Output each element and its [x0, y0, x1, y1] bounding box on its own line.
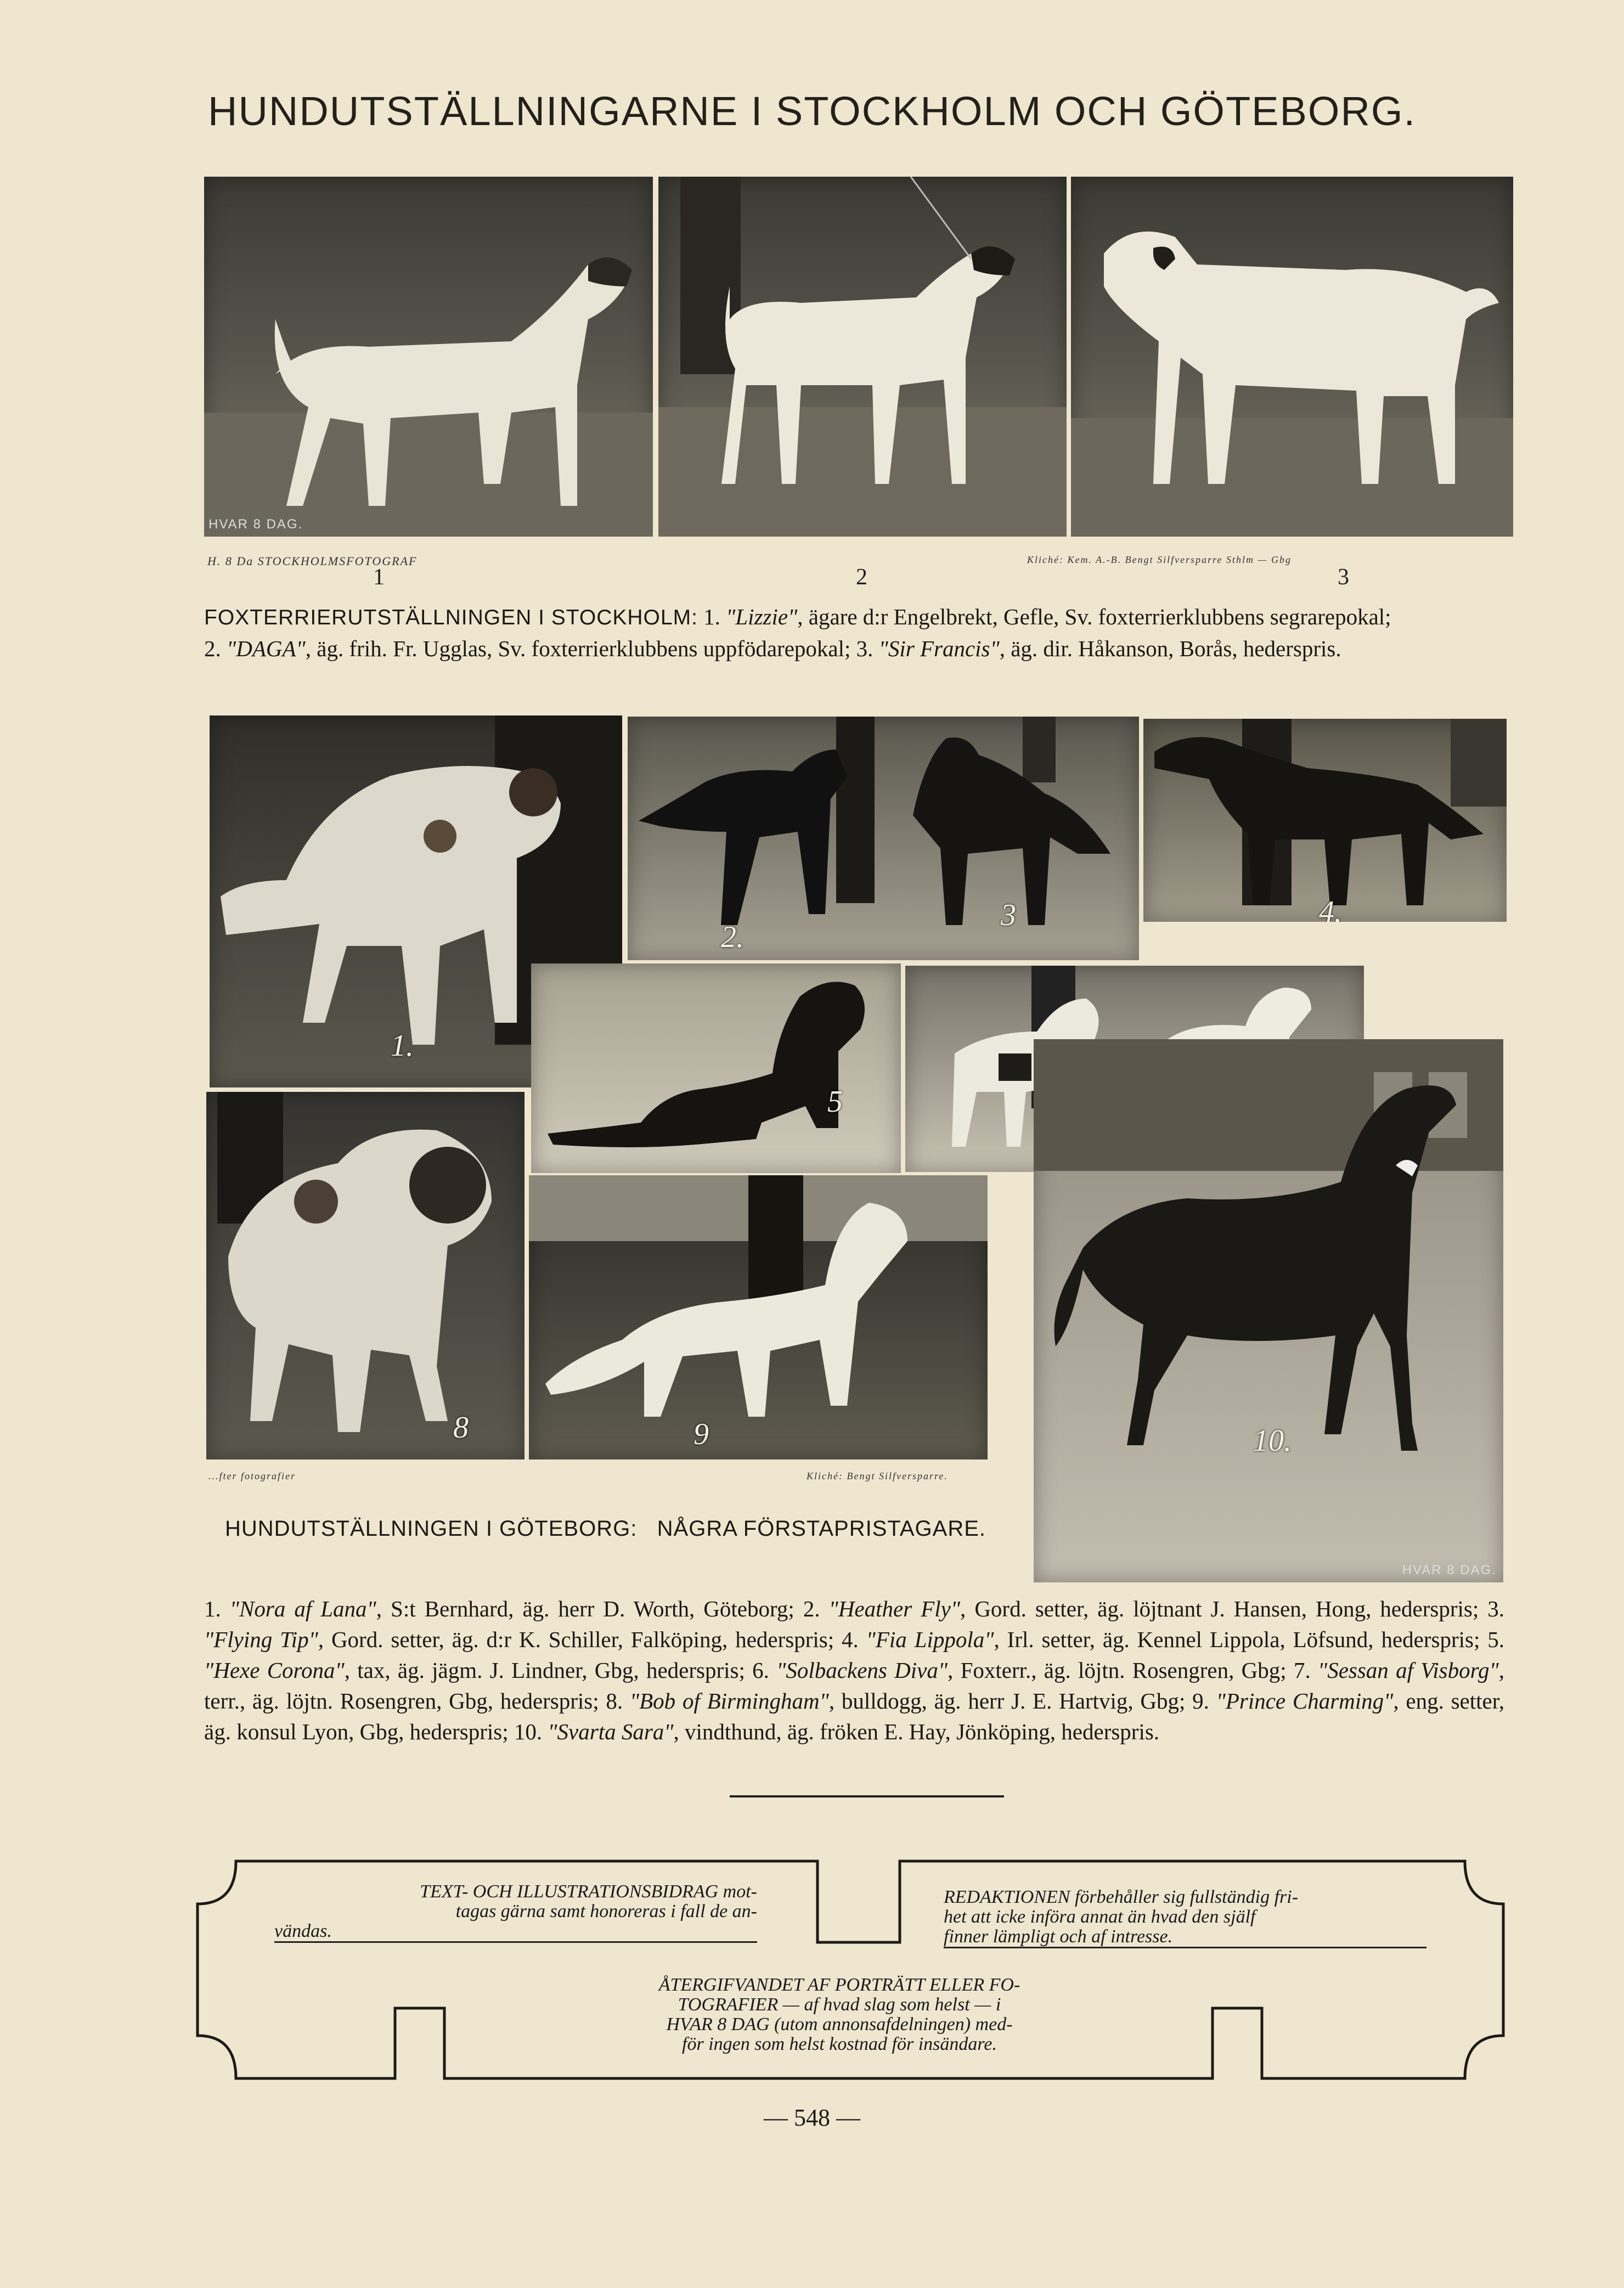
photo-num-1: 1. — [391, 1029, 414, 1063]
winner-9: 9. "Prince Charming", eng. setter, äg. konsul Lyon, Gbg, hederspris; — [204, 1688, 1504, 1744]
photo-watermark: HVAR 8 DAG. — [208, 517, 303, 532]
photo-fia-lippola — [1143, 719, 1507, 922]
gbg-winners-caption — [204, 1593, 1504, 1747]
winner-3: 3. "Flying Tip", Gord. setter, äg. d:r K. Schiller, Falköping, hederspris; — [204, 1596, 1505, 1652]
gbg-credit-left: ...fter fotografier — [208, 1470, 296, 1481]
photo-number-2: 2 — [856, 565, 867, 590]
photo-prince-charming — [529, 1175, 988, 1459]
photo-credit-left: H. 8 Da STOCKHOLMSFOTOGRAF — [207, 554, 418, 568]
photo-num-8: 8 — [453, 1411, 469, 1445]
photo-fox-terrier-1 — [204, 177, 653, 537]
gbg-section-title: HUNDUTSTÄLLNINGEN I GÖTEBORG: NÅGRA FÖRSTAPRISTAGARE. — [225, 1517, 986, 1541]
winner-10: 10. "Svarta Sara", vindthund, äg. fröken E. Hay, Jönköping, hederspris. — [514, 1719, 1160, 1744]
page-title: HUNDUTSTÄLLNINGARNE I STOCKHOLM OCH GÖTEBORG. — [208, 88, 1416, 134]
winner-2: 2. "Heather Fly", Gord. setter, äg. löjtnant J. Hansen, Hong, hederspris; — [803, 1596, 1488, 1621]
photo-credit-right: Kliché: Kem. A.-B. Bengt Silfversparre Sthlm — Gbg — [1027, 554, 1292, 565]
gbg-credit-right: Kliché: Bengt Silfversparre. — [807, 1470, 948, 1481]
section-divider — [730, 1795, 1004, 1797]
photo-num-3: 3 — [1001, 898, 1016, 932]
photo-hexe-corona — [531, 963, 901, 1173]
dog-name-daga: "DAGA" — [227, 636, 306, 661]
photo-num-9: 9 — [693, 1417, 709, 1451]
notice-left: TEXT- OCH ILLUSTRATIONSBIDRAG mot- tagas gärna samt honoreras i fall de an- vändas. — [274, 1882, 757, 1943]
caption-lead: FOXTERRIERUTSTÄLLNINGEN I STOCKHOLM: — [204, 606, 698, 629]
photo-num-5: 5 — [827, 1085, 843, 1119]
photo-bob-of-birmingham — [206, 1092, 525, 1459]
dog-name-lizzie: "Lizzie" — [726, 604, 798, 629]
photo-num-4: 4. — [1319, 895, 1342, 922]
notice-center: ÅTERGIFVANDET AF PORTRÄTT ELLER FO- TOGRAFIER — af hvad slag som helst — i HVAR 8 DAG (utom annonsafdelningen) med- för ingen som helst kostnad för insändare. — [658, 1975, 1020, 2054]
winner-7: 7. "Sessan af Visborg", terr., äg. löjtn. Rosengren, Gbg, hederspris; — [204, 1658, 1505, 1714]
photo-number-3: 3 — [1338, 565, 1349, 590]
winner-1: 1. "Nora af Lana", S:t Bernhard, äg. herr D. Worth, Göteborg; — [204, 1596, 803, 1621]
photo-num-10: 10. — [1253, 1424, 1292, 1458]
winner-4: 4. "Fia Lippola", Irl. setter, äg. Kennel Lippola, Löfsund, hederspris; — [842, 1627, 1488, 1652]
photo-fox-terrier-2 — [658, 177, 1067, 537]
photo-svarta-sara — [1034, 1039, 1503, 1582]
foxterrier-caption: FOXTERRIERUTSTÄLLNINGEN I STOCKHOLM: 1. "Lizzie", ägare d:r Engelbrekt, Gefle, Sv. foxterrierklubbens segrarepokal; 2. "DAGA", äg. frih. Fr. Ugglas, Sv. foxterrierklubbens uppfödarepokal; 3. "Sir Francis", äg. dir. Håkanson, Borås, hederspris. — [204, 604, 1391, 661]
notice-right: REDAKTIONEN förbehåller sig fullständig fri- het att icke införa annat än hvad den själf finner lämpligt och af intresse. — [944, 1887, 1426, 1948]
winner-5: 5. "Hexe Corona", tax, äg. jägm. J. Lindner, Gbg, hederspris; — [204, 1627, 1504, 1683]
page-number: — 548 — — [764, 2104, 860, 2131]
winner-8: 8. "Bob of Birmingham", bulldogg, äg. herr J. E. Hartvig, Gbg; — [606, 1688, 1193, 1714]
photo-num-2: 2. — [721, 920, 744, 954]
winner-6: 6. "Solbackens Diva", Foxterr., äg. löjtn. Rosengren, Gbg; — [752, 1658, 1294, 1683]
photo-fox-terrier-3 — [1071, 177, 1513, 537]
photo-gordon-setters — [628, 717, 1139, 960]
dog-name-sir-francis: "Sir Francis" — [878, 636, 1000, 661]
photo-number-1: 1 — [373, 565, 385, 590]
photo-watermark-2: HVAR 8 DAG. — [1402, 1563, 1497, 1577]
